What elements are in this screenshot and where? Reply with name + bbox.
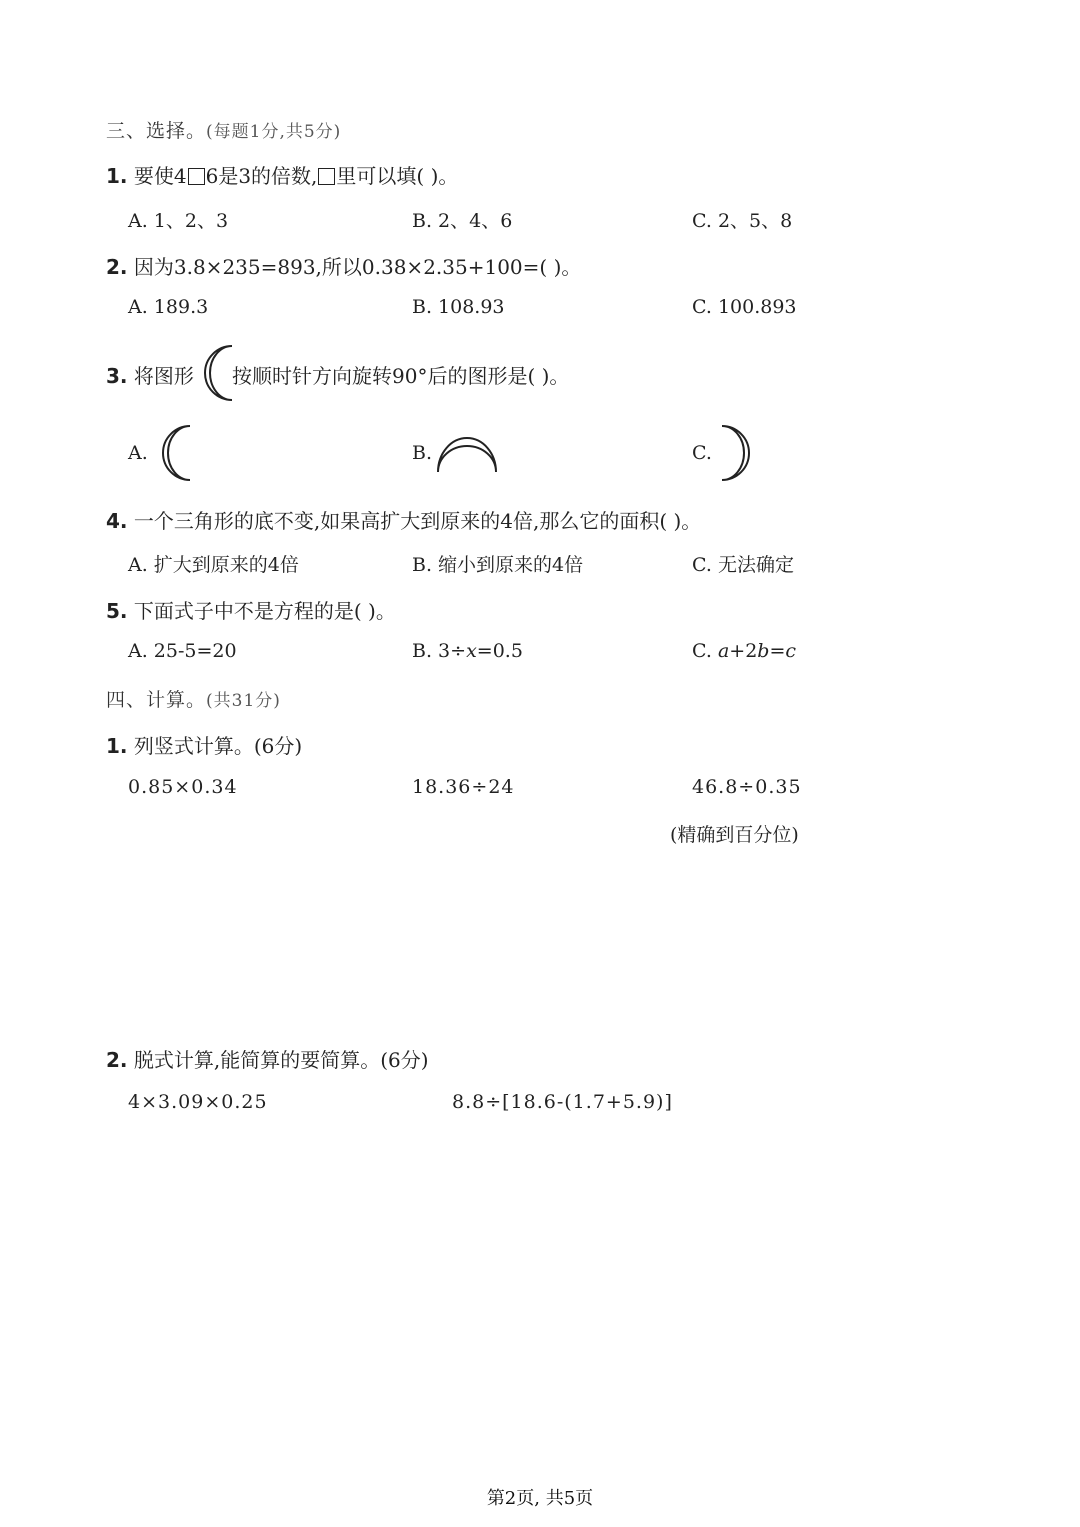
calc-2-expression-1: 4×3.09×0.25 [128, 1091, 268, 1113]
question-2-option-b: B. 108.93 [412, 296, 505, 318]
question-4-option-a: A. 扩大到原来的4倍 [128, 554, 299, 576]
option-c-plus: +2 [729, 640, 758, 662]
calc-2-expression-2: 8.8÷[18.6-(1.7+5.9)] [452, 1091, 673, 1113]
calc-1-expression-3: 46.8÷0.35 [692, 776, 802, 798]
question-1-text-a: 要使4 [133, 164, 187, 188]
blank-square-icon [188, 168, 205, 185]
calc-2-number: 2. [106, 1048, 128, 1072]
section-4-note: (共31分) [206, 691, 281, 711]
crescent-option-b-icon [436, 432, 498, 476]
section-3-note: (每题1分,共5分) [206, 122, 342, 142]
page-footer: 第2页, 共5页 [486, 1488, 594, 1509]
question-1-option-a: A. 1、2、3 [128, 210, 229, 232]
question-3-option-c-label: C. [692, 442, 712, 464]
variable-b: b [757, 640, 770, 662]
option-b-suffix: =0.5 [476, 640, 523, 662]
question-5-option-a: A. 25-5=20 [128, 640, 237, 662]
question-4-option-c: C. 无法确定 [692, 554, 794, 576]
question-4-option-b: B. 缩小到原来的4倍 [412, 554, 584, 576]
calc-2 [106, 1044, 429, 1073]
question-5 [106, 595, 396, 624]
question-5-number: 5. [106, 599, 128, 623]
question-1-text-b: 6是3的倍数, [205, 164, 318, 188]
question-3-number: 3. [106, 364, 128, 388]
calc-1-expression-2: 18.36÷24 [412, 776, 515, 798]
blank-square-icon [318, 168, 335, 185]
question-2-option-a: A. 189.3 [128, 296, 209, 318]
calc-1 [106, 730, 302, 759]
question-1-text-c: 里可以填( )。 [336, 164, 459, 188]
option-b-prefix: B. 3÷ [412, 640, 467, 662]
option-c-equals: = [769, 640, 786, 662]
question-2 [106, 251, 581, 280]
question-4 [106, 505, 701, 534]
section-3-heading [106, 116, 341, 143]
question-4-text: 一个三角形的底不变,如果高扩大到原来的4倍,那么它的面积( )。 [133, 509, 702, 533]
section-3-title: 三、选择。 [106, 120, 207, 142]
calc-1-expression-1: 0.85×0.34 [128, 776, 238, 798]
question-3-option-b-label: B. [412, 442, 433, 464]
question-2-text: 因为3.8×235=893,所以0.38×2.35+100=( )。 [133, 255, 582, 279]
variable-c: c [785, 640, 797, 662]
question-1-number: 1. [106, 164, 128, 188]
question-3-text-a: 将图形 [133, 364, 194, 388]
question-4-number: 4. [106, 509, 128, 533]
section-4-heading [106, 685, 281, 712]
variable-a: a [717, 640, 730, 662]
calc-1-number: 1. [106, 734, 128, 758]
calc-2-text: 脱式计算,能简算的要简算。(6分) [133, 1048, 429, 1072]
question-2-option-c: C. 100.893 [692, 296, 797, 318]
question-5-text: 下面式子中不是方程的是( )。 [133, 599, 396, 623]
question-3-text-b: 按顺时针方向旋转90°后的图形是( )。 [232, 364, 570, 388]
variable-x: x [466, 640, 477, 662]
option-c-prefix: C. [692, 640, 718, 662]
calc-1-precision-note: (精确到百分位) [670, 824, 799, 846]
question-3-lead [106, 360, 194, 389]
question-5-option-b [412, 640, 523, 662]
question-1-option-b: B. 2、4、6 [412, 210, 513, 232]
question-2-number: 2. [106, 255, 128, 279]
question-3-option-a-label: A. [128, 442, 148, 464]
question-1 [106, 160, 458, 189]
calc-1-text: 列竖式计算。(6分) [133, 734, 303, 758]
crescent-option-a-icon [152, 424, 196, 482]
question-5-option-c [692, 640, 796, 662]
crescent-option-c-icon [716, 424, 760, 482]
question-1-option-c: C. 2、5、8 [692, 210, 793, 232]
section-4-title: 四、计算。 [106, 689, 207, 711]
